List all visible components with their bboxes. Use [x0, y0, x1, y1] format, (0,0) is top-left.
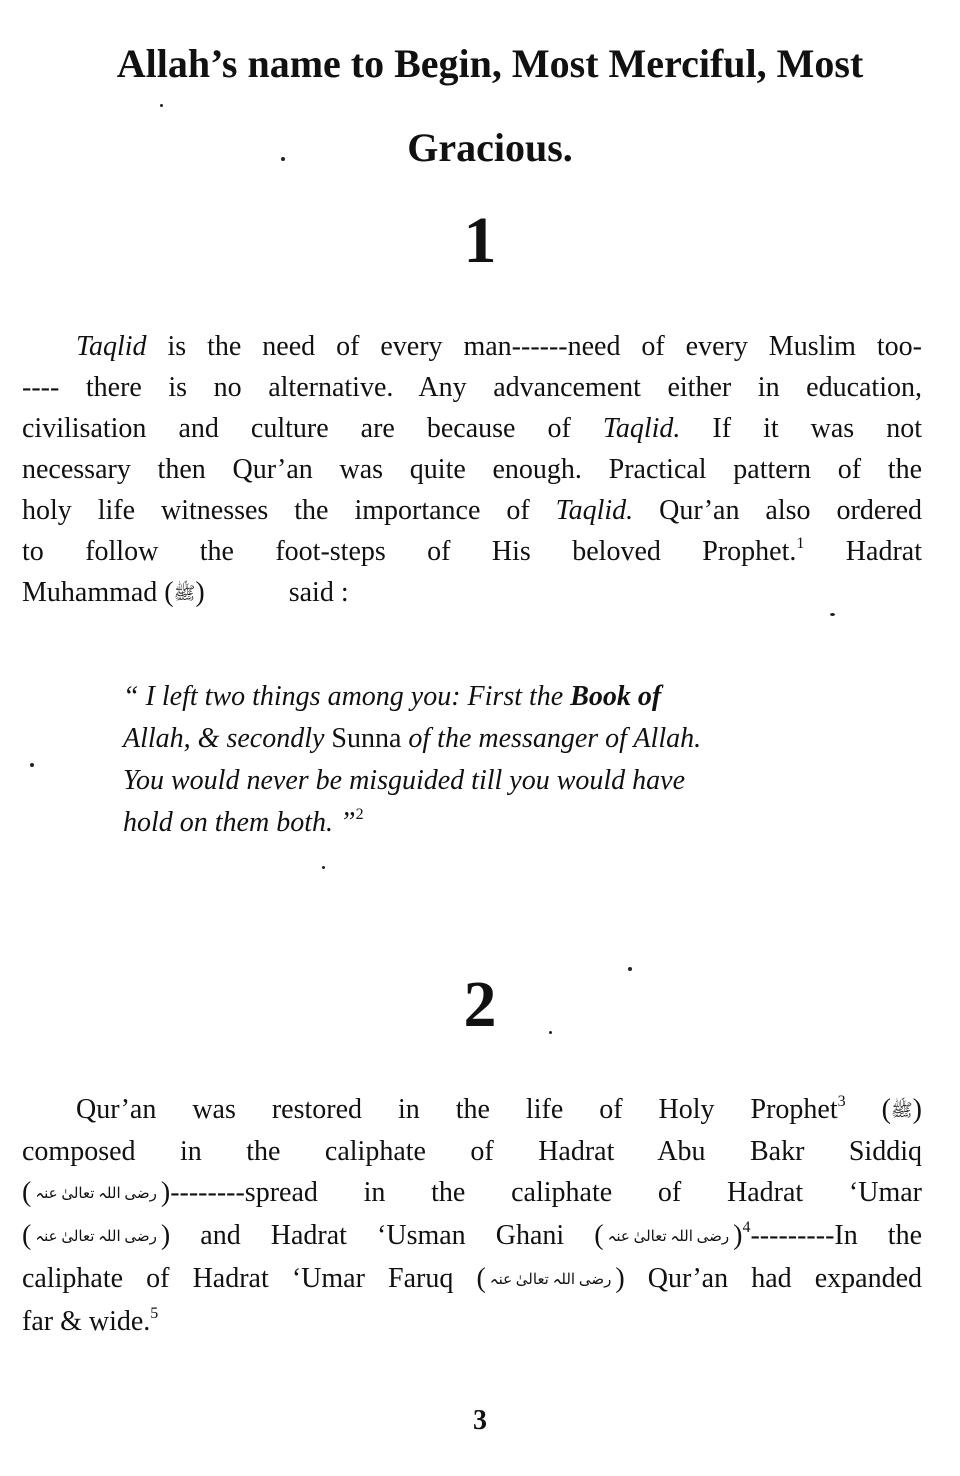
- scan-speck: [160, 104, 163, 107]
- quote-line: Allah, & secondly Sunna of the messanger of Allah.: [123, 723, 702, 754]
- honorific-glyph: رضی اللہ تعالیٰ عنہ: [607, 1229, 730, 1245]
- footnote-ref-4: 4: [742, 1219, 751, 1236]
- scan-speck: [628, 967, 632, 971]
- heading-line-1: Allah’s name to Begin, Most Merciful, Most: [116, 41, 864, 86]
- paragraph-line: ( رضی اللہ تعالیٰ عنہ ) and Hadrat ‘Usman Ghani ( رضی اللہ تعالیٰ عنہ )$^4$---------In the: [22, 1215, 922, 1258]
- heading-line-2: Gracious.: [407, 125, 573, 170]
- section-2-paragraph: [22, 1089, 922, 1342]
- paragraph-line: Taqlid is the need of every man------need of every Muslim too-: [76, 331, 922, 362]
- scan-speck: [281, 157, 285, 161]
- section-number-2: 2: [463, 968, 497, 1041]
- honorific-glyph: رضی اللہ تعالیٰ عنہ: [35, 1186, 157, 1202]
- term-taqlid: Taqlid.: [602, 413, 681, 444]
- quote-line: “ I left two things among you: First the Book of: [123, 681, 662, 712]
- footnote-ref-2: 2: [355, 806, 364, 823]
- honorific-glyph: رضی اللہ تعالیٰ عنہ: [35, 1229, 157, 1245]
- quote-line: hold on them both. ”$^2$: [123, 806, 364, 838]
- paragraph-line: holy life witnesses the importance of Taqlid. Qur’an also ordered: [22, 495, 922, 526]
- footnote-ref-1: 1: [796, 535, 805, 552]
- scan-speck: [322, 866, 325, 869]
- paragraph-line: ( رضی اللہ تعالیٰ عنہ )--------spread in the caliphate of Hadrat ‘Umar: [22, 1172, 922, 1215]
- scan-speck: [30, 763, 34, 767]
- page-number: 3: [473, 1405, 487, 1436]
- term-taqlid: Taqlid.: [555, 495, 634, 526]
- paragraph-line: Qur’an was restored in the life of Holy Prophet$^3$ (ﷺ): [22, 1089, 922, 1131]
- salawat-glyph: ﷺ: [173, 583, 196, 603]
- paragraph-line: to follow the foot-steps of His beloved Prophet.$^1$ Hadrat: [22, 535, 922, 567]
- salawat-glyph: ﷺ: [890, 1100, 913, 1120]
- quote-line: You would never be misguided till you would have: [123, 765, 686, 796]
- paragraph-line: ---- there is no alternative. Any advancement either in education,: [22, 372, 922, 403]
- section-number-1: 1: [463, 204, 497, 277]
- footnote-ref-5: 5: [150, 1305, 159, 1322]
- paragraph-line: composed in the caliphate of Hadrat Abu Bakr Siddiq: [22, 1136, 922, 1167]
- paragraph-line: caliphate of Hadrat ‘Umar Faruq ( رضی اللہ تعالیٰ عنہ ) Qur’an had expanded: [22, 1258, 922, 1301]
- hadith-quote: [123, 676, 833, 844]
- footnote-ref-3: 3: [837, 1093, 846, 1110]
- paragraph-line: Muhammad (ﷺ) said :: [22, 572, 922, 614]
- paragraph-line: far & wide.$^5$: [22, 1305, 159, 1337]
- paragraph-line: necessary then Qur’an was quite enough. Practical pattern of the: [22, 454, 922, 485]
- scan-speck: [830, 613, 835, 616]
- scan-speck: [549, 1031, 552, 1034]
- term-taqlid: Taqlid: [76, 331, 147, 362]
- honorific-glyph: رضی اللہ تعالیٰ عنہ: [489, 1272, 612, 1288]
- section-1-paragraph: [22, 326, 922, 614]
- paragraph-line: civilisation and culture are because of Taqlid. If it was not: [22, 413, 922, 444]
